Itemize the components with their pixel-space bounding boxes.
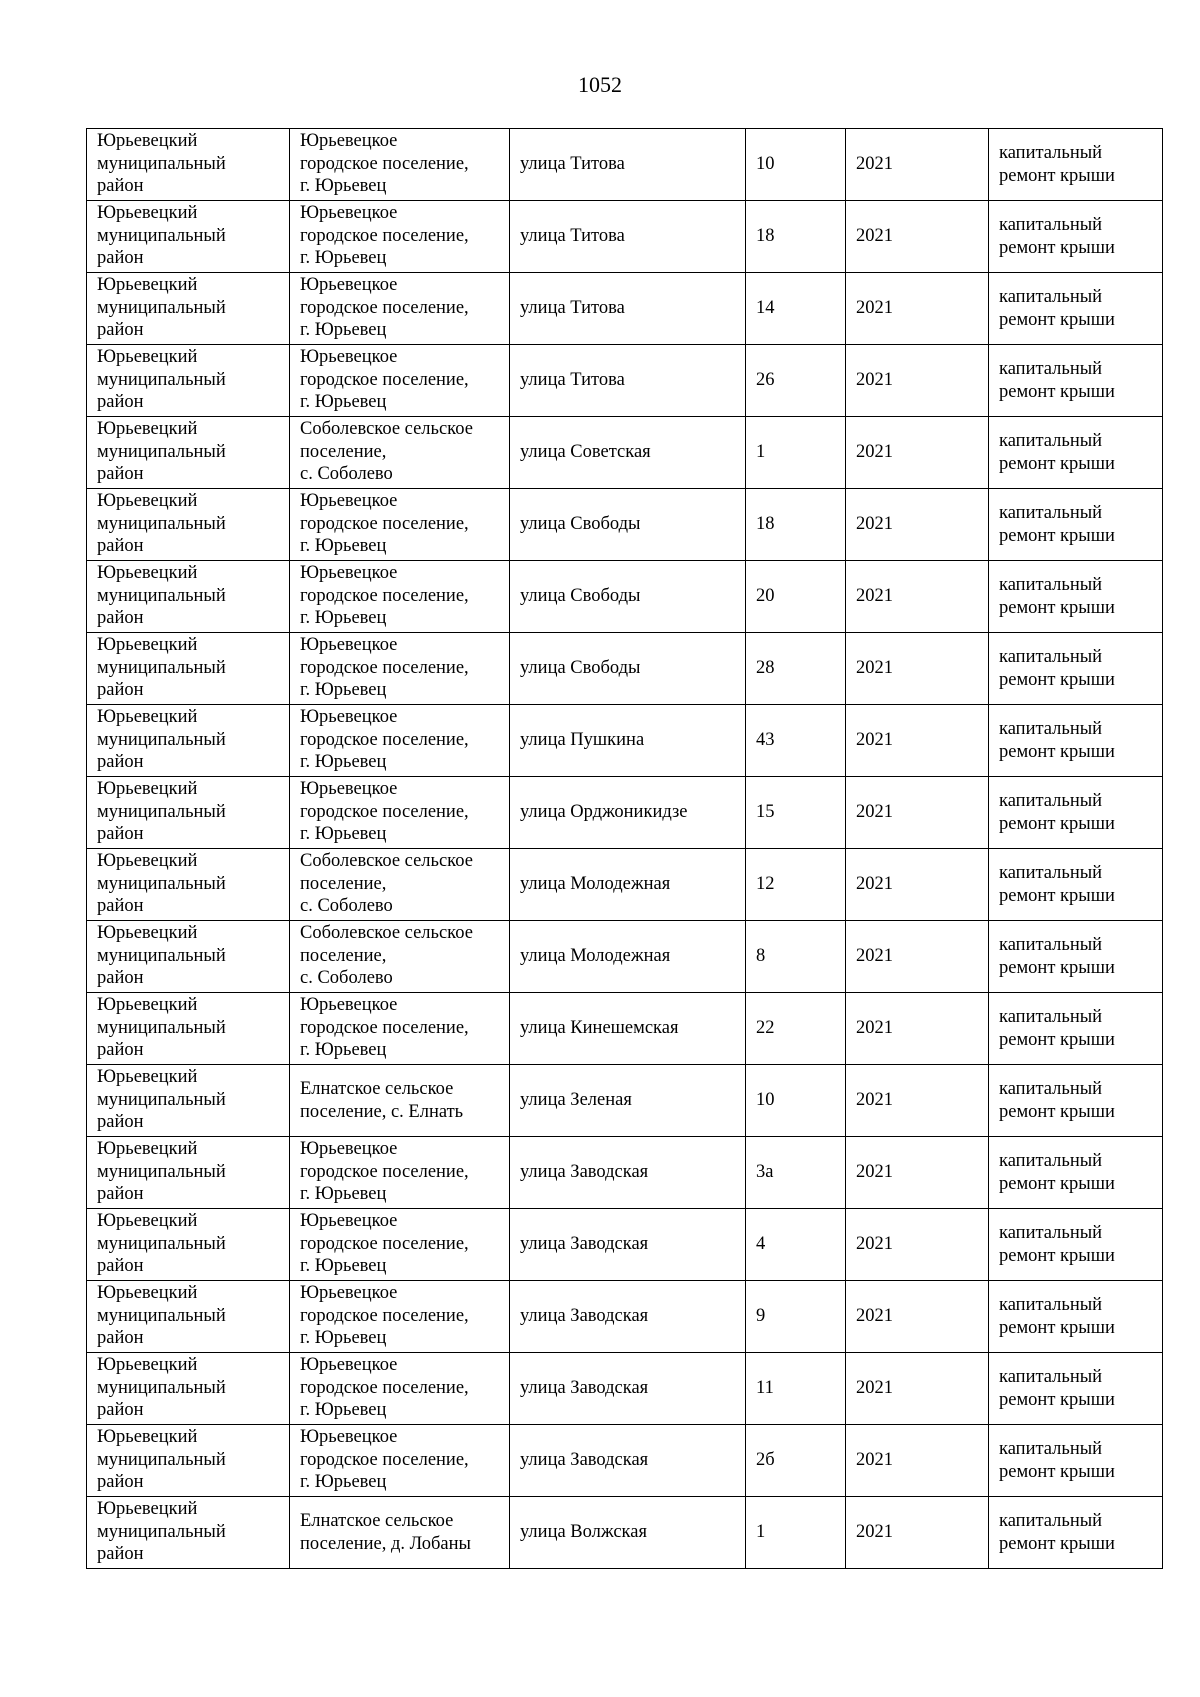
table-row [87,345,1163,417]
work-type-cell: капитальный ремонт крыши [989,1353,1163,1425]
house-number-cell: 8 [746,921,846,993]
district-cell: Юрьевецкий муниципальный район [87,561,290,633]
year-cell: 2021 [846,849,989,921]
table-row [87,1425,1163,1497]
table-row [87,993,1163,1065]
work-type-cell: капитальный ремонт крыши [989,921,1163,993]
settlement-cell: Юрьевецкое городское поселение, г. Юрьевец [290,1281,510,1353]
house-number-cell: 2б [746,1425,846,1497]
table-row [87,417,1163,489]
settlement-cell: Юрьевецкое городское поселение, г. Юрьевец [290,129,510,201]
work-type-cell: капитальный ремонт крыши [989,1137,1163,1209]
settlement-cell: Соболевское сельское поселение, с. Соболево [290,417,510,489]
settlement-cell: Елнатское сельское поселение, с. Елнать [290,1065,510,1137]
work-type-cell: капитальный ремонт крыши [989,705,1163,777]
year-cell: 2021 [846,201,989,273]
district-cell: Юрьевецкий муниципальный район [87,777,290,849]
house-number-cell: 14 [746,273,846,345]
house-number-cell: 26 [746,345,846,417]
street-cell: улица Свободы [510,561,746,633]
district-cell: Юрьевецкий муниципальный район [87,921,290,993]
street-cell: улица Заводская [510,1281,746,1353]
settlement-cell: Соболевское сельское поселение, с. Соболево [290,849,510,921]
year-cell: 2021 [846,417,989,489]
house-number-cell: 18 [746,489,846,561]
district-cell: Юрьевецкий муниципальный район [87,129,290,201]
house-number-cell: 10 [746,1065,846,1137]
house-number-cell: 4 [746,1209,846,1281]
year-cell: 2021 [846,705,989,777]
year-cell: 2021 [846,273,989,345]
work-type-cell: капитальный ремонт крыши [989,561,1163,633]
work-type-cell: капитальный ремонт крыши [989,1209,1163,1281]
work-type-cell: капитальный ремонт крыши [989,201,1163,273]
year-cell: 2021 [846,921,989,993]
work-type-cell: капитальный ремонт крыши [989,849,1163,921]
settlement-cell: Юрьевецкое городское поселение, г. Юрьевец [290,1137,510,1209]
year-cell: 2021 [846,1497,989,1569]
table-row [87,1065,1163,1137]
street-cell: улица Заводская [510,1353,746,1425]
table-row [87,273,1163,345]
settlement-cell: Соболевское сельское поселение, с. Соболево [290,921,510,993]
settlement-cell: Юрьевецкое городское поселение, г. Юрьевец [290,993,510,1065]
year-cell: 2021 [846,1137,989,1209]
house-number-cell: 28 [746,633,846,705]
street-cell: улица Пушкина [510,705,746,777]
year-cell: 2021 [846,1281,989,1353]
work-type-cell: капитальный ремонт крыши [989,345,1163,417]
street-cell: улица Советская [510,417,746,489]
settlement-cell: Юрьевецкое городское поселение, г. Юрьевец [290,1209,510,1281]
year-cell: 2021 [846,1425,989,1497]
year-cell: 2021 [846,777,989,849]
house-number-cell: 22 [746,993,846,1065]
year-cell: 2021 [846,1065,989,1137]
page-number: 1052 [578,72,622,97]
table-row [87,633,1163,705]
house-number-cell: 12 [746,849,846,921]
table-row [87,1209,1163,1281]
year-cell: 2021 [846,489,989,561]
house-number-cell: 1 [746,417,846,489]
work-type-cell: капитальный ремонт крыши [989,993,1163,1065]
house-number-cell: 9 [746,1281,846,1353]
year-cell: 2021 [846,561,989,633]
district-cell: Юрьевецкий муниципальный район [87,1497,290,1569]
year-cell: 2021 [846,1209,989,1281]
district-cell: Юрьевецкий муниципальный район [87,1065,290,1137]
table-row [87,1281,1163,1353]
street-cell: улица Молодежная [510,849,746,921]
street-cell: улица Свободы [510,489,746,561]
house-number-cell: 18 [746,201,846,273]
table-row [87,561,1163,633]
settlement-cell: Елнатское сельское поселение, д. Лобаны [290,1497,510,1569]
house-number-cell: 43 [746,705,846,777]
work-type-cell: капитальный ремонт крыши [989,1497,1163,1569]
house-number-cell: 15 [746,777,846,849]
district-cell: Юрьевецкий муниципальный район [87,1353,290,1425]
settlement-cell: Юрьевецкое городское поселение, г. Юрьевец [290,201,510,273]
district-cell: Юрьевецкий муниципальный район [87,1425,290,1497]
work-type-cell: капитальный ремонт крыши [989,129,1163,201]
district-cell: Юрьевецкий муниципальный район [87,489,290,561]
house-number-cell: 11 [746,1353,846,1425]
street-cell: улица Титова [510,345,746,417]
table-row [87,1137,1163,1209]
district-cell: Юрьевецкий муниципальный район [87,417,290,489]
work-type-cell: капитальный ремонт крыши [989,633,1163,705]
table-row [87,921,1163,993]
district-cell: Юрьевецкий муниципальный район [87,345,290,417]
street-cell: улица Волжская [510,1497,746,1569]
district-cell: Юрьевецкий муниципальный район [87,201,290,273]
district-cell: Юрьевецкий муниципальный район [87,993,290,1065]
district-cell: Юрьевецкий муниципальный район [87,1209,290,1281]
settlement-cell: Юрьевецкое городское поселение, г. Юрьевец [290,345,510,417]
street-cell: улица Молодежная [510,921,746,993]
street-cell: улица Титова [510,129,746,201]
roof-repair-table [86,128,1163,1569]
settlement-cell: Юрьевецкое городское поселение, г. Юрьевец [290,561,510,633]
year-cell: 2021 [846,633,989,705]
work-type-cell: капитальный ремонт крыши [989,273,1163,345]
street-cell: улица Кинешемская [510,993,746,1065]
street-cell: улица Свободы [510,633,746,705]
table-row [87,489,1163,561]
table-row [87,1353,1163,1425]
table-row [87,1497,1163,1569]
street-cell: улица Титова [510,273,746,345]
house-number-cell: 3а [746,1137,846,1209]
table-row [87,777,1163,849]
house-number-cell: 10 [746,129,846,201]
year-cell: 2021 [846,1353,989,1425]
district-cell: Юрьевецкий муниципальный район [87,273,290,345]
settlement-cell: Юрьевецкое городское поселение, г. Юрьевец [290,633,510,705]
settlement-cell: Юрьевецкое городское поселение, г. Юрьевец [290,1425,510,1497]
table-body [87,129,1163,1569]
settlement-cell: Юрьевецкое городское поселение, г. Юрьевец [290,273,510,345]
work-type-cell: капитальный ремонт крыши [989,417,1163,489]
street-cell: улица Заводская [510,1209,746,1281]
district-cell: Юрьевецкий муниципальный район [87,1281,290,1353]
table-row [87,201,1163,273]
district-cell: Юрьевецкий муниципальный район [87,849,290,921]
street-cell: улица Заводская [510,1425,746,1497]
work-type-cell: капитальный ремонт крыши [989,489,1163,561]
work-type-cell: капитальный ремонт крыши [989,1281,1163,1353]
work-type-cell: капитальный ремонт крыши [989,1065,1163,1137]
table-row [87,849,1163,921]
street-cell: улица Орджоникидзе [510,777,746,849]
table-row [87,705,1163,777]
street-cell: улица Заводская [510,1137,746,1209]
district-cell: Юрьевецкий муниципальный район [87,633,290,705]
table-row [87,129,1163,201]
street-cell: улица Зеленая [510,1065,746,1137]
district-cell: Юрьевецкий муниципальный район [87,1137,290,1209]
settlement-cell: Юрьевецкое городское поселение, г. Юрьевец [290,777,510,849]
house-number-cell: 1 [746,1497,846,1569]
year-cell: 2021 [846,129,989,201]
settlement-cell: Юрьевецкое городское поселение, г. Юрьевец [290,1353,510,1425]
district-cell: Юрьевецкий муниципальный район [87,705,290,777]
settlement-cell: Юрьевецкое городское поселение, г. Юрьевец [290,489,510,561]
house-number-cell: 20 [746,561,846,633]
year-cell: 2021 [846,345,989,417]
street-cell: улица Титова [510,201,746,273]
year-cell: 2021 [846,993,989,1065]
work-type-cell: капитальный ремонт крыши [989,1425,1163,1497]
settlement-cell: Юрьевецкое городское поселение, г. Юрьевец [290,705,510,777]
work-type-cell: капитальный ремонт крыши [989,777,1163,849]
